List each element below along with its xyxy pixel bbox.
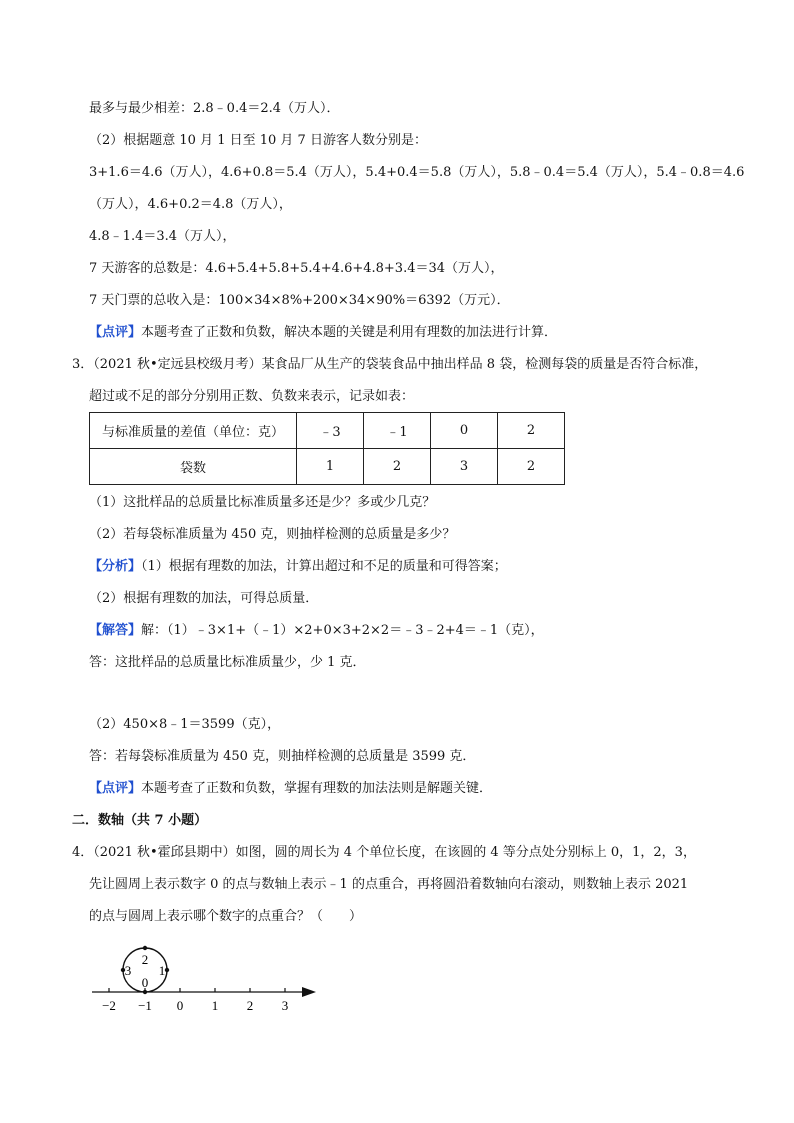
- circle-label: 2: [141, 952, 149, 967]
- table-cell: 3: [431, 449, 498, 485]
- table-cell: ﹣1: [364, 413, 431, 449]
- review-paragraph: [89, 781, 492, 797]
- table-cell: 1: [297, 449, 364, 485]
- table-cell: 与标准质量的差值（单位：克）: [90, 413, 297, 449]
- table-cell: 2: [364, 449, 431, 485]
- tick-label: 0: [176, 998, 184, 1013]
- review-tag: 【点评】: [89, 325, 142, 340]
- question-4-line: 先让圆周上表示数字 0 的点与数轴上表示﹣1 的点重合，再将圆沿着数轴向右滚动，则数轴上表示 2021: [89, 877, 689, 892]
- solution-line: 7 天游客的总数是：4.6+5.4+5.8+5.4+4.6+4.8+3.4＝34（万人），: [89, 261, 504, 276]
- answer-text: 解：（1）﹣3×1+（﹣1）×2+0×3+2×2＝﹣3﹣2+4＝﹣1（克），: [141, 623, 544, 638]
- analysis-tag: 【分析】: [89, 559, 142, 574]
- tick-label: 3: [281, 998, 289, 1013]
- answer-text: （2）450×8﹣1＝3599（克），: [89, 717, 281, 732]
- tick-label: −1: [138, 998, 152, 1013]
- axis-arrow-icon: [302, 987, 316, 997]
- table-cell: 2: [498, 449, 565, 485]
- number-line-figure: [88, 936, 328, 1018]
- table-cell: 0: [431, 413, 498, 449]
- solution-line: 最多与最少相差：2.8﹣0.4＝2.4（万人）．: [89, 101, 340, 116]
- review-paragraph: [89, 325, 557, 341]
- tick-label: 1: [211, 998, 219, 1013]
- analysis-paragraph: [89, 559, 507, 575]
- circle-label: 0: [141, 975, 149, 990]
- table-cell: 袋数: [90, 449, 297, 485]
- circle-point: [143, 946, 147, 950]
- solution-line: 4.8﹣1.4＝3.4（万人），: [89, 229, 236, 244]
- sub-question: （1）这批样品的总质量比标准质量多还是少？多或少几克？: [89, 495, 436, 510]
- answer-paragraph: [89, 623, 544, 639]
- data-table: [89, 412, 565, 485]
- circle-point: [165, 968, 169, 972]
- answer-tag: 【解答】: [89, 623, 142, 638]
- solution-line: 3+1.6＝4.6（万人），4.6+0.8＝5.4（万人），5.4+0.4＝5.8（万人），5.8﹣0.4＝5.4（万人），5.4﹣0.8＝4.6: [89, 165, 745, 180]
- analysis-text: （1）根据有理数的加法，计算出超过和不足的质量和可得答案；: [141, 559, 507, 574]
- solution-line: 7 天门票的总收入是：100×34×8%+200×34×90%＝6392（万元）．: [89, 293, 510, 308]
- solution-line: （万人），4.6+0.2＝4.8（万人），: [89, 197, 292, 212]
- review-tag: 【点评】: [89, 781, 142, 796]
- circle-label: 3: [124, 963, 132, 978]
- analysis-text: （2）根据有理数的加法，可得总质量．: [89, 591, 319, 606]
- tick-label: 2: [246, 998, 254, 1013]
- question-3-line: 超过或不足的部分分别用正数、负数来表示，记录如表：: [89, 389, 415, 404]
- question-3-line: 3．（2021 秋•定远县校级月考）某食品厂从生产的袋装食品中抽出样品 8 袋，检测每袋的质量是否符合标准，: [72, 357, 708, 372]
- question-4-line: 4．（2021 秋•霍邱县期中）如图，圆的周长为 4 个单位长度，在该圆的 4 等分点处分别标上 0，1，2，3，: [72, 845, 696, 860]
- circle-point: [143, 990, 147, 994]
- sub-question: （2）若每袋标准质量为 450 克，则抽样检测的总质量是多少？: [89, 527, 456, 542]
- table-row: [90, 413, 565, 449]
- review-text: 本题考查了正数和负数，解决本题的关键是利用有理数的加法进行计算．: [141, 325, 558, 340]
- table-row: [90, 449, 565, 485]
- question-4-line: 的点与圆周上表示哪个数字的点重合？（ ）: [89, 909, 363, 924]
- answer-text: 答：若每袋标准质量为 450 克，则抽样检测的总质量是 3599 克．: [89, 749, 476, 764]
- answer-text: 答：这批样品的总质量比标准质量少，少 1 克．: [89, 655, 366, 670]
- table-cell: ﹣3: [297, 413, 364, 449]
- circle-label: 1: [158, 963, 166, 978]
- review-text: 本题考查了正数和负数，掌握有理数的加法法则是解题关键．: [141, 781, 493, 796]
- table-cell: 2: [498, 413, 565, 449]
- tick-label: −2: [102, 998, 116, 1013]
- section-heading: 二．数轴（共 7 小题）: [72, 813, 208, 828]
- solution-line: （2）根据题意 10 月 1 日至 10 月 7 日游客人数分别是：: [89, 133, 427, 148]
